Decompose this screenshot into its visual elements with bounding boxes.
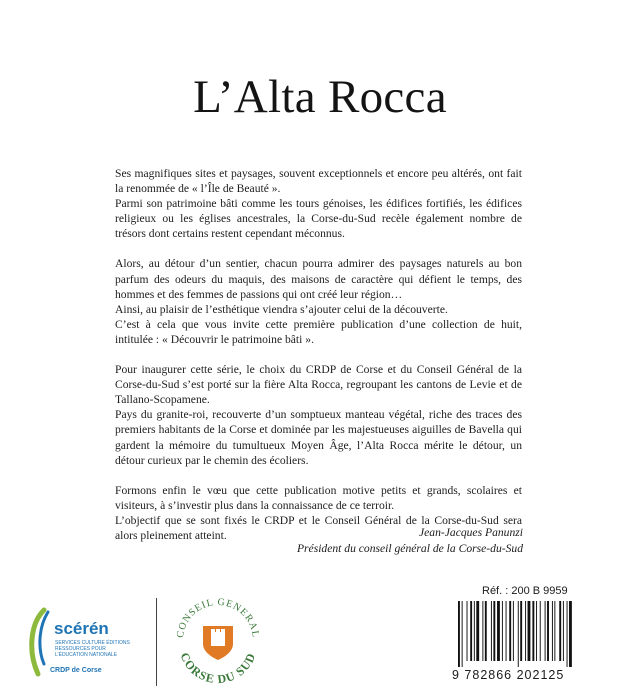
barcode-bar — [467, 601, 468, 661]
paragraph-line: Ainsi, au plaisir de l’esthétique viendra s’ajouter celui de la découverte. — [115, 302, 448, 316]
paragraph-1 — [115, 166, 522, 241]
barcode-bar — [497, 601, 500, 661]
paragraph-line: Pour inaugurer cette série, le choix du CRDP de Corse et du Conseil Général de la Corse-du-Sud s’est porté sur la fière Alta Rocca, regroupant les cantons de Levie et de Tallano-Scopamene. — [115, 363, 522, 407]
paragraph-line: L’objectif que se sont fixés le CRDP et le Conseil Général de la Corse-du-Sud sera alors pleinement atteint. — [115, 513, 522, 542]
barcode-bar — [476, 601, 479, 661]
sceren-tagline-2: RESSOURCES POUR — [55, 646, 106, 652]
logo-swoosh-blue — [40, 612, 48, 664]
logo-swoosh-green — [32, 610, 44, 674]
signature-name: Jean-Jacques Panunzi — [419, 526, 523, 539]
barcode-bar — [532, 601, 534, 661]
cg-tower-crenel — [216, 629, 220, 633]
paragraph-line: Alors, au détour d’un sentier, chacun pourra admirer des paysages naturels au bon parfum des odeurs du maquis, des maisons de caractère qui défient le temps, des hommes et des femmes de passions qui ont créé leur région… — [115, 257, 522, 301]
barcode-bar — [491, 601, 492, 661]
barcode-bar — [563, 601, 564, 661]
paragraph-line: Ses magnifiques sites et paysages, souvent exceptionnels et encore peu altérés, ont fait la renommée de « l’Île de Beauté ». — [115, 167, 522, 196]
barcode-bar — [552, 601, 553, 661]
cg-tower-crenel — [211, 629, 215, 633]
cg-tower-crenel — [221, 629, 225, 633]
sceren-tagline-3: L’ÉDUCATION NATIONALE — [55, 652, 118, 658]
barcode-bar — [513, 601, 514, 661]
barcode-bar — [474, 601, 475, 661]
barcode-bar — [567, 601, 568, 667]
sceren-wordmark: scérén — [54, 619, 109, 638]
barcode-bar — [470, 601, 472, 661]
barcode-bar — [509, 601, 511, 661]
barcode-bar — [547, 601, 549, 661]
barcode-bar — [520, 601, 522, 661]
paragraph-line: Formons enfin le vœu que cette publication motive petits et grands, scolaires et visiteurs, à s’investir plus dans la connaissance de ce terroir. — [115, 483, 522, 512]
barcode-bar — [506, 601, 507, 661]
barcode-bar — [528, 601, 531, 661]
crdp-label: CRDP de Corse — [50, 667, 102, 674]
barcode-bar — [462, 601, 463, 667]
barcode-bar — [458, 601, 460, 667]
cg-arc-top: CONSEIL GENERAL — [174, 596, 262, 639]
barcode-bar — [485, 601, 487, 661]
cg-tower-icon — [211, 632, 225, 646]
paragraph-2 — [115, 256, 522, 347]
conseil-general-logo — [173, 592, 263, 686]
paragraph-line: Parmi son patrimoine bâti comme les tours génoises, les édifices fortifiés, les édifices religieux ou les églises ancestrales, la Corse-du-Sud recèle également nombre de trésors dont certains restent cependant méconnus. — [115, 197, 522, 241]
barcode-bar — [536, 601, 537, 661]
signature — [297, 525, 523, 557]
barcode-bar — [554, 601, 555, 661]
barcode-bar — [502, 601, 503, 661]
sceren-tagline-1: SERVICES CULTURE ÉDITIONS — [55, 640, 130, 646]
page-title: L’Alta Rocca — [193, 71, 447, 123]
sceren-crdp-logo — [24, 602, 149, 682]
barcode-bar — [482, 601, 483, 661]
signature-role: Président du conseil général de la Corse-du-Sud — [296, 542, 523, 555]
body-text — [115, 166, 522, 558]
isbn-number: 9 782866 202125 — [452, 668, 565, 682]
barcode-bar — [559, 601, 561, 661]
paragraph-3 — [115, 362, 522, 468]
barcode-bar — [545, 601, 546, 661]
paragraph-line: Pays du granite-roi, recouverte d’un somptueux manteau végétal, riche des traces des premiers habitants de la Corse et dominée par les majestueuses aiguilles de Bavella qui gardent la mémoire du tumultueux Moyen Âge, l’Alta Rocca mérite le détour, un détour curieux par le chemin des écoliers. — [115, 408, 522, 467]
paragraph-line: C’est à cela que vous invite cette première publication d’une collection de huit, intitulée : « Découvrir le patrimoine bâti ». — [115, 317, 522, 346]
footer-divider — [156, 598, 157, 686]
barcode — [456, 601, 606, 669]
cg-arc-bottom: CORSE DU SUD — [177, 650, 259, 686]
barcode-bar — [540, 601, 541, 661]
barcode-bar — [525, 601, 526, 661]
barcode-bar — [493, 601, 495, 661]
barcode-bar — [569, 601, 572, 667]
barcode-bar — [518, 601, 519, 667]
reference-number: Réf. : 200 B 9959 — [482, 585, 568, 597]
